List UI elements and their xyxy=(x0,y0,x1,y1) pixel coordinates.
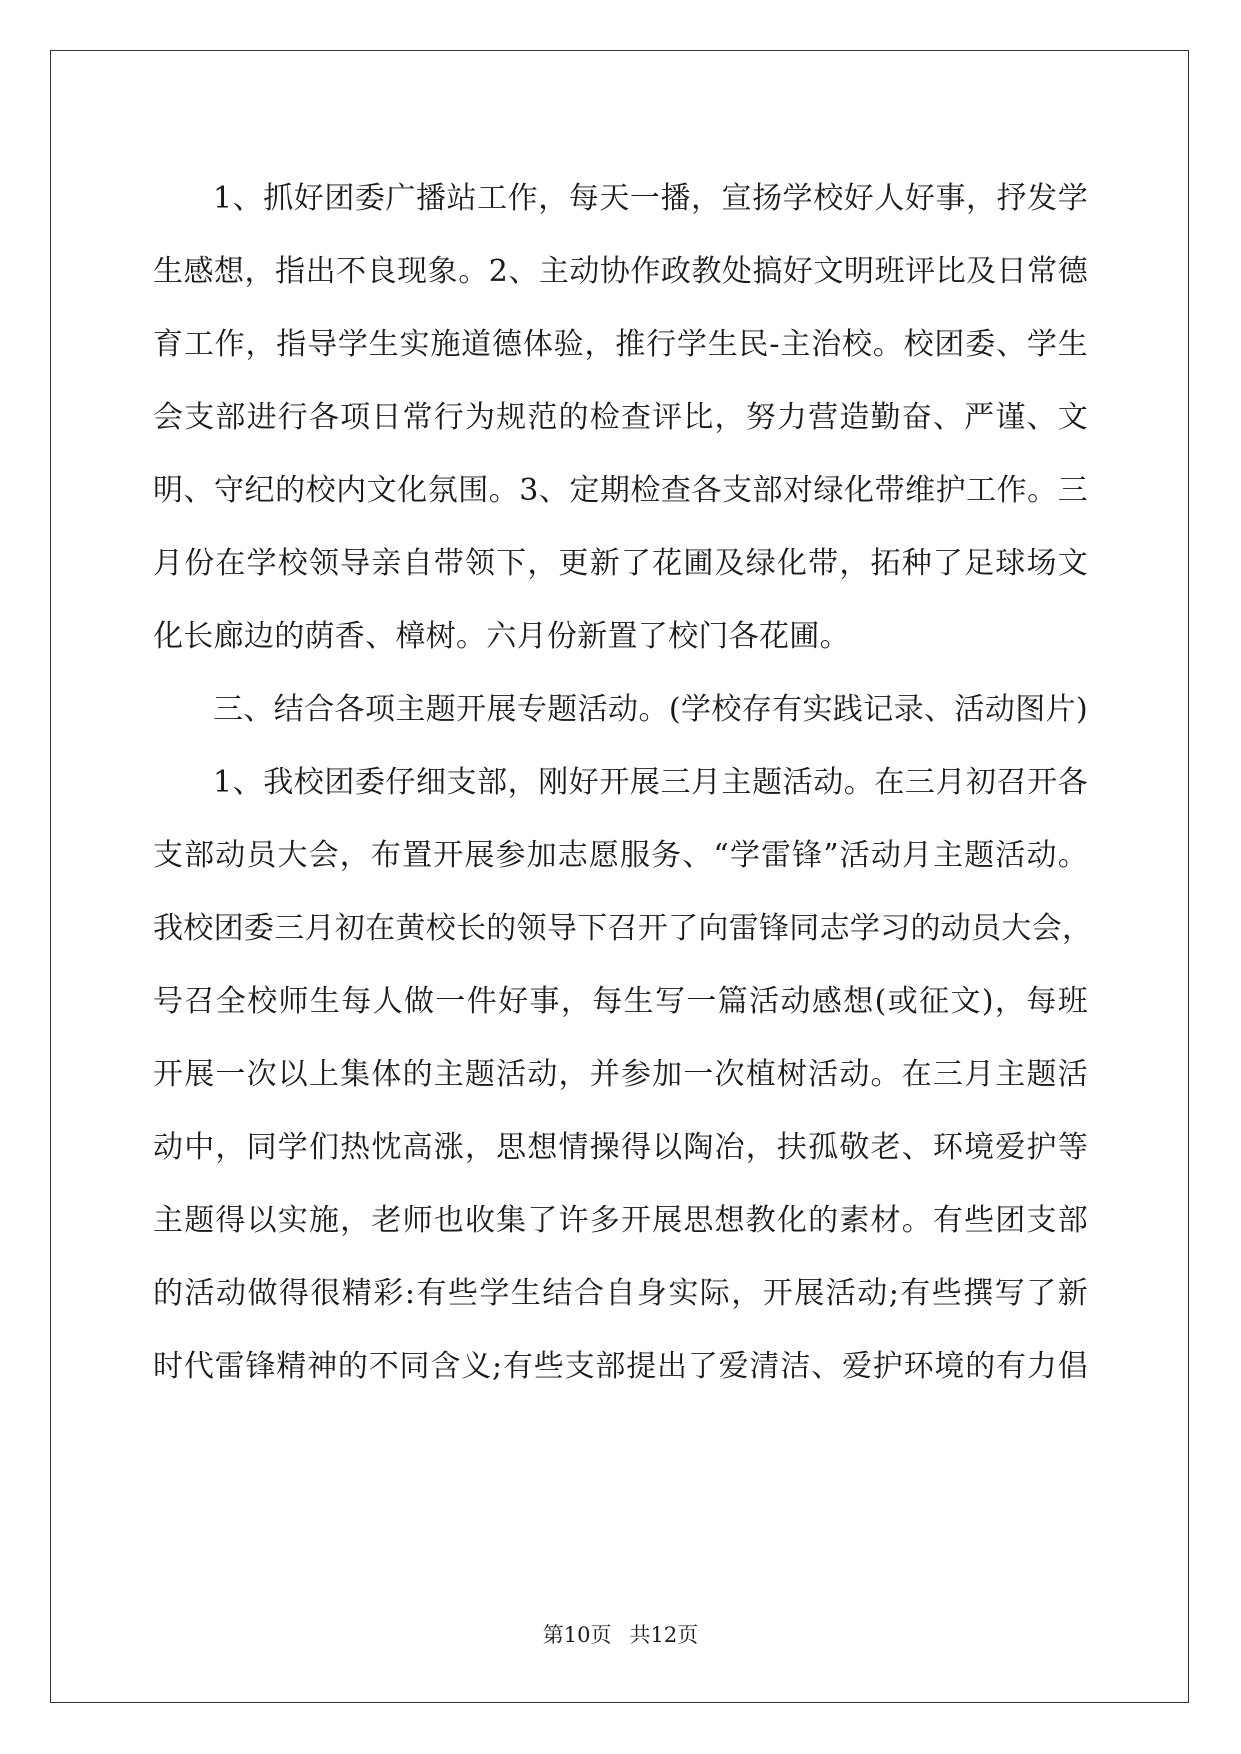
text-line: 1、我校团委仔细支部，刚好开展三月主题活动。在三月初召开各 xyxy=(213,765,1088,800)
text-line: 1、抓好团委广播站工作，每天一播，宣扬学校好人好事，抒发学 xyxy=(213,181,1088,216)
text-line: 生感想，指出不良现象。2、主动协作政教处搞好文明班评比及日常德 xyxy=(153,254,1088,289)
text-line: 时代雷锋精神的不同含义;有些支部提出了爱清洁、爱护环境的有力倡 xyxy=(153,1349,1088,1384)
section-heading: 三、结合各项主题开展专题活动。(学校存有实践记录、活动图片) xyxy=(213,692,1088,727)
text-line: 的活动做得很精彩:有些学生结合自身实际，开展活动;有些撰写了新 xyxy=(153,1276,1088,1311)
text-line: 动中，同学们热忱高涨，思想情操得以陶冶，扶孤敬老、环境爱护等 xyxy=(153,1130,1088,1165)
text-line: 主题得以实施，老师也收集了许多开展思想教化的素材。有些团支部 xyxy=(153,1203,1088,1238)
text-line: 会支部进行各项日常行为规范的检查评比，努力营造勤奋、严谨、文 xyxy=(153,400,1088,435)
text-line: 明、守纪的校内文化氛围。3、定期检查各支部对绿化带维护工作。三 xyxy=(153,473,1088,508)
text-line: 开展一次以上集体的主题活动，并参加一次植树活动。在三月主题活 xyxy=(153,1057,1088,1092)
text-line: 月份在学校领导亲自带领下，更新了花圃及绿化带，拓种了足球场文 xyxy=(153,546,1088,581)
text-line: 号召全校师生每人做一件好事，每生写一篇活动感想(或征文)，每班 xyxy=(153,984,1088,1019)
page-total: 共12页 xyxy=(629,1623,699,1647)
text-line: 我校团委三月初在黄校长的领导下召开了向雷锋同志学习的动员大会， xyxy=(153,911,1093,946)
page-footer xyxy=(0,1620,1241,1650)
text-line: 支部动员大会，布置开展参加志愿服务、“学雷锋”活动月主题活动。 xyxy=(153,838,1088,873)
text-line: 化长廊边的荫香、樟树。六月份新置了校门各花圃。 xyxy=(153,619,850,654)
page-number: 第10页 xyxy=(542,1623,612,1647)
text-line: 育工作，指导学生实施道德体验，推行学生民-主治校。校团委、学生 xyxy=(153,327,1088,362)
